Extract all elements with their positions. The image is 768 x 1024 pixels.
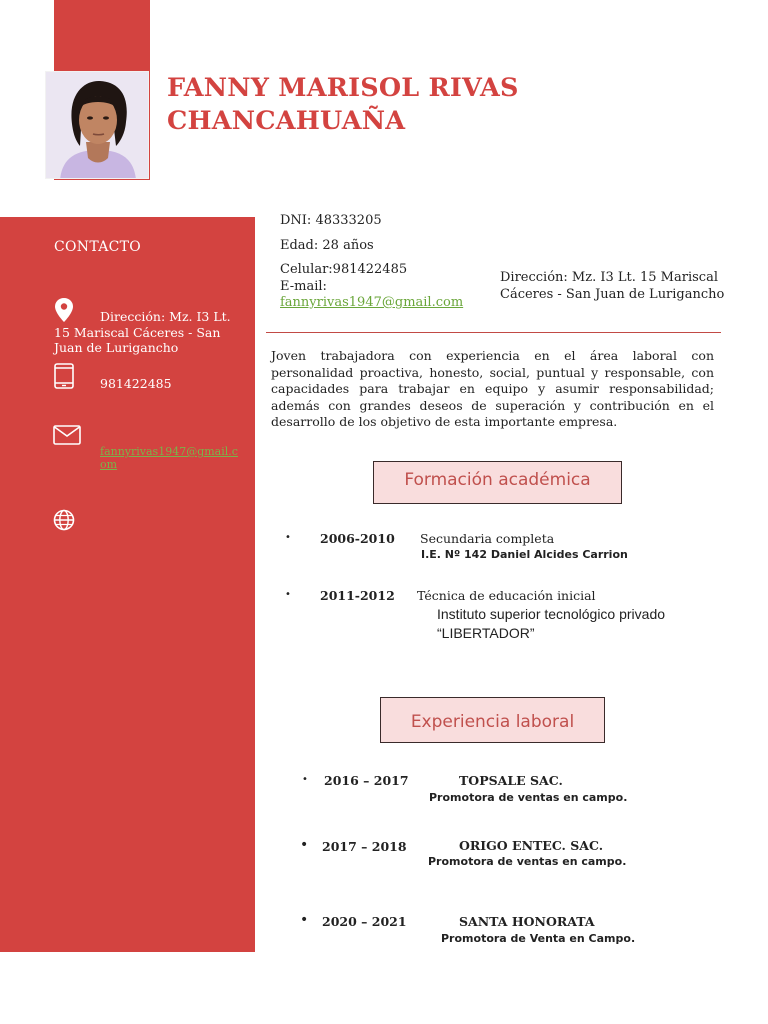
exp-bullet-3: • xyxy=(300,912,309,928)
exp-years-3: 2020 – 2021 xyxy=(322,914,407,929)
name-line-1: FANNY MARISOL RIVAS xyxy=(167,73,519,103)
contact-title: CONTACTO xyxy=(54,239,142,255)
exp-bullet-2: • xyxy=(300,837,309,853)
dni-text: DNI: 48333205 xyxy=(280,213,382,228)
divider-line xyxy=(266,332,721,333)
candidate-name xyxy=(167,72,519,138)
education-section-title: Formación académica xyxy=(373,461,622,504)
cellphone-text: Celular:981422485 xyxy=(280,262,408,277)
exp-role-1: Promotora de ventas en campo. xyxy=(429,791,628,804)
exp-role-2: Promotora de ventas en campo. xyxy=(428,855,627,868)
edu-school-1: I.E. Nº 142 Daniel Alcides Carrion xyxy=(421,548,628,561)
experience-section-title: Experiencia laboral xyxy=(380,697,605,743)
edu-school-2-line1: Instituto superior tecnológico privado xyxy=(437,606,666,622)
edu-school-2-line2: “LIBERTADOR” xyxy=(437,625,535,641)
sidebar-email-link[interactable]: fannyrivas1947@gmail.com xyxy=(100,445,238,471)
exp-company-1: TOPSALE SAC. xyxy=(459,773,563,788)
edu-years-1: 2006-2010 xyxy=(320,531,395,546)
name-line-2: CHANCAHUAÑA xyxy=(167,106,406,136)
exp-years-1: 2016 – 2017 xyxy=(324,773,409,788)
phone-icon xyxy=(53,363,75,393)
profile-summary: Joven trabajadora con experiencia en el área laboral con personalidad proactiva, honesto, social, puntual y responsable, con capacidades para trabajar en equipo y asumir responsabilidad; además con grandes deseos de superación y contribución en el desarrollo de los objetivo de esta importante empresa. xyxy=(271,348,714,429)
exp-years-2: 2017 – 2018 xyxy=(322,839,407,854)
globe-icon xyxy=(53,509,75,535)
edu-school-2 xyxy=(437,605,665,643)
contact-sidebar xyxy=(0,217,255,952)
address-text: Dirección: Mz. I3 Lt. 15 Mariscal Cáceres - San Juan de Lurigancho xyxy=(500,270,725,302)
exp-role-3: Promotora de Venta en Campo. xyxy=(441,932,636,945)
email-link[interactable]: fannyrivas1947@gmail.com xyxy=(280,295,464,310)
exp-bullet-1: • xyxy=(302,774,308,785)
exp-company-2: ORIGO ENTEC. SAC. xyxy=(459,838,604,853)
exp-company-3: SANTA HONORATA xyxy=(459,914,595,929)
edu-title-1: Secundaria completa xyxy=(420,531,555,546)
email-label: E-mail: xyxy=(280,279,327,294)
profile-photo xyxy=(45,71,149,179)
edu-title-2: Técnica de educación inicial xyxy=(417,588,596,603)
edu-years-2: 2011-2012 xyxy=(320,588,395,603)
mail-icon xyxy=(53,425,81,449)
age-text: Edad: 28 años xyxy=(280,238,374,253)
edu-bullet-2: • xyxy=(285,589,291,600)
sidebar-phone: 981422485 xyxy=(100,376,172,391)
edu-bullet-1: • xyxy=(285,532,291,543)
email-block xyxy=(280,279,463,311)
sidebar-address: Dirección: Mz. I3 Lt. 15 Mariscal Cáceres - San Juan de Lurigancho xyxy=(54,309,231,355)
